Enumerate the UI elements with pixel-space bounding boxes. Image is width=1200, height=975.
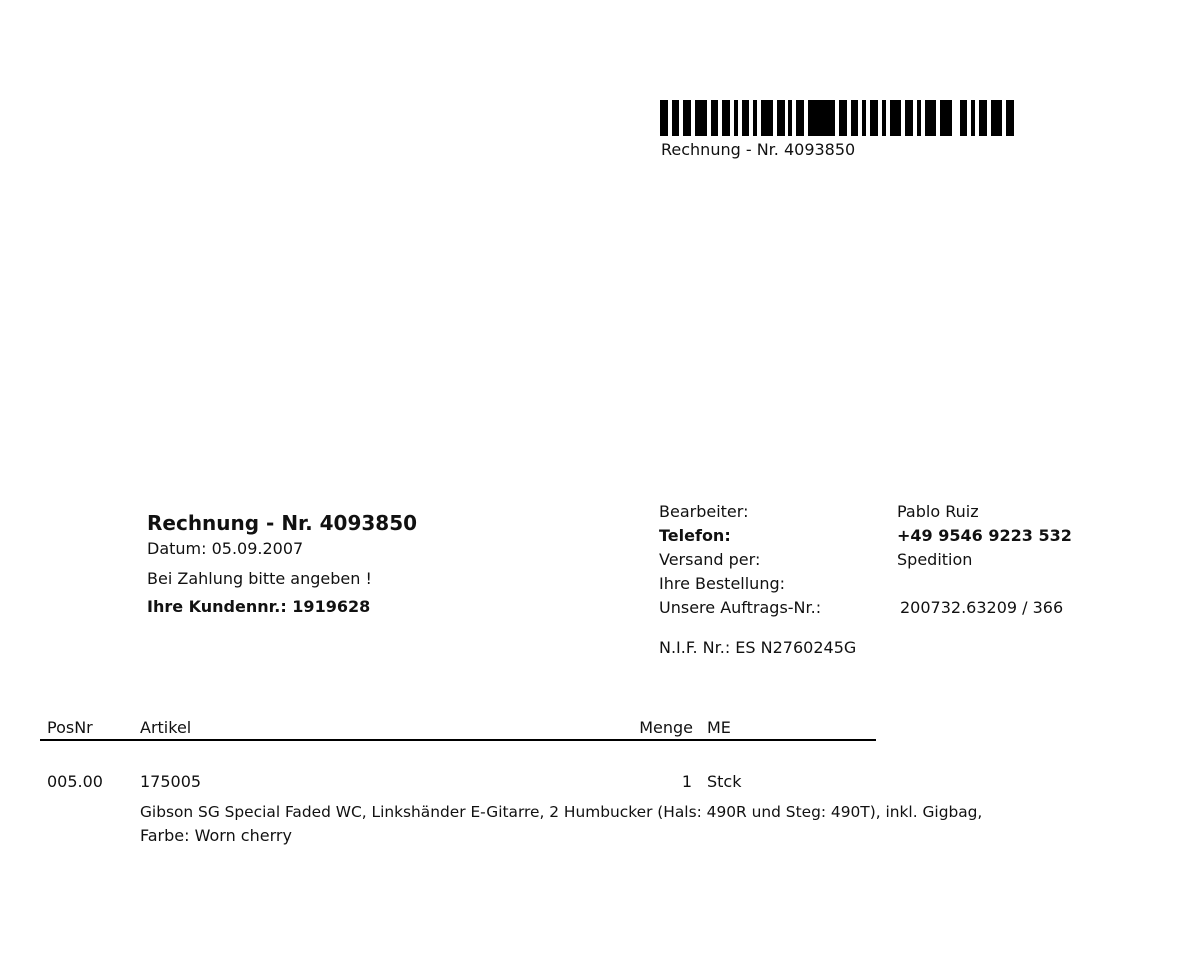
invoice-title: Rechnung - Nr. 4093850 bbox=[147, 511, 418, 535]
column-header-menge: Menge bbox=[639, 718, 693, 737]
invoice-barcode bbox=[660, 100, 1015, 136]
phone-value: +49 9546 9223 532 bbox=[897, 526, 1072, 545]
clerk-label: Bearbeiter: bbox=[659, 502, 749, 521]
customer-number: Ihre Kundennr.: 1919628 bbox=[147, 597, 371, 616]
column-header-artikel: Artikel bbox=[140, 718, 192, 737]
row-unit: Stck bbox=[707, 772, 742, 791]
phone-label: Telefon: bbox=[659, 526, 731, 545]
row-description-line-2: Farbe: Worn cherry bbox=[140, 826, 292, 845]
column-header-me: ME bbox=[707, 718, 731, 737]
nif-number: N.I.F. Nr.: ES N2760245G bbox=[659, 638, 857, 657]
our-order-value: 200732.63209 / 366 bbox=[900, 598, 1064, 617]
invoice-date: Datum: 05.09.2007 bbox=[147, 539, 304, 558]
our-order-label: Unsere Auftrags-Nr.: bbox=[659, 598, 822, 617]
column-header-posnr: PosNr bbox=[47, 718, 93, 737]
shipping-value: Spedition bbox=[897, 550, 973, 569]
row-quantity: 1 bbox=[681, 772, 692, 791]
shipping-label: Versand per: bbox=[659, 550, 761, 569]
clerk-value: Pablo Ruiz bbox=[897, 502, 979, 521]
barcode-label: Rechnung - Nr. 4093850 bbox=[661, 140, 856, 159]
row-posnr: 005.00 bbox=[47, 772, 103, 791]
row-description-line-1: Gibson SG Special Faded WC, Linkshänder E-Gitarre, 2 Humbucker (Hals: 490R und Steg: 490T), inkl. Gigbag, bbox=[140, 803, 983, 821]
table-header-rule bbox=[40, 739, 876, 741]
row-article-number: 175005 bbox=[140, 772, 202, 791]
barcode-bar bbox=[1010, 100, 1014, 136]
your-order-label: Ihre Bestellung: bbox=[659, 574, 786, 593]
payment-note: Bei Zahlung bitte angeben ! bbox=[147, 569, 372, 588]
